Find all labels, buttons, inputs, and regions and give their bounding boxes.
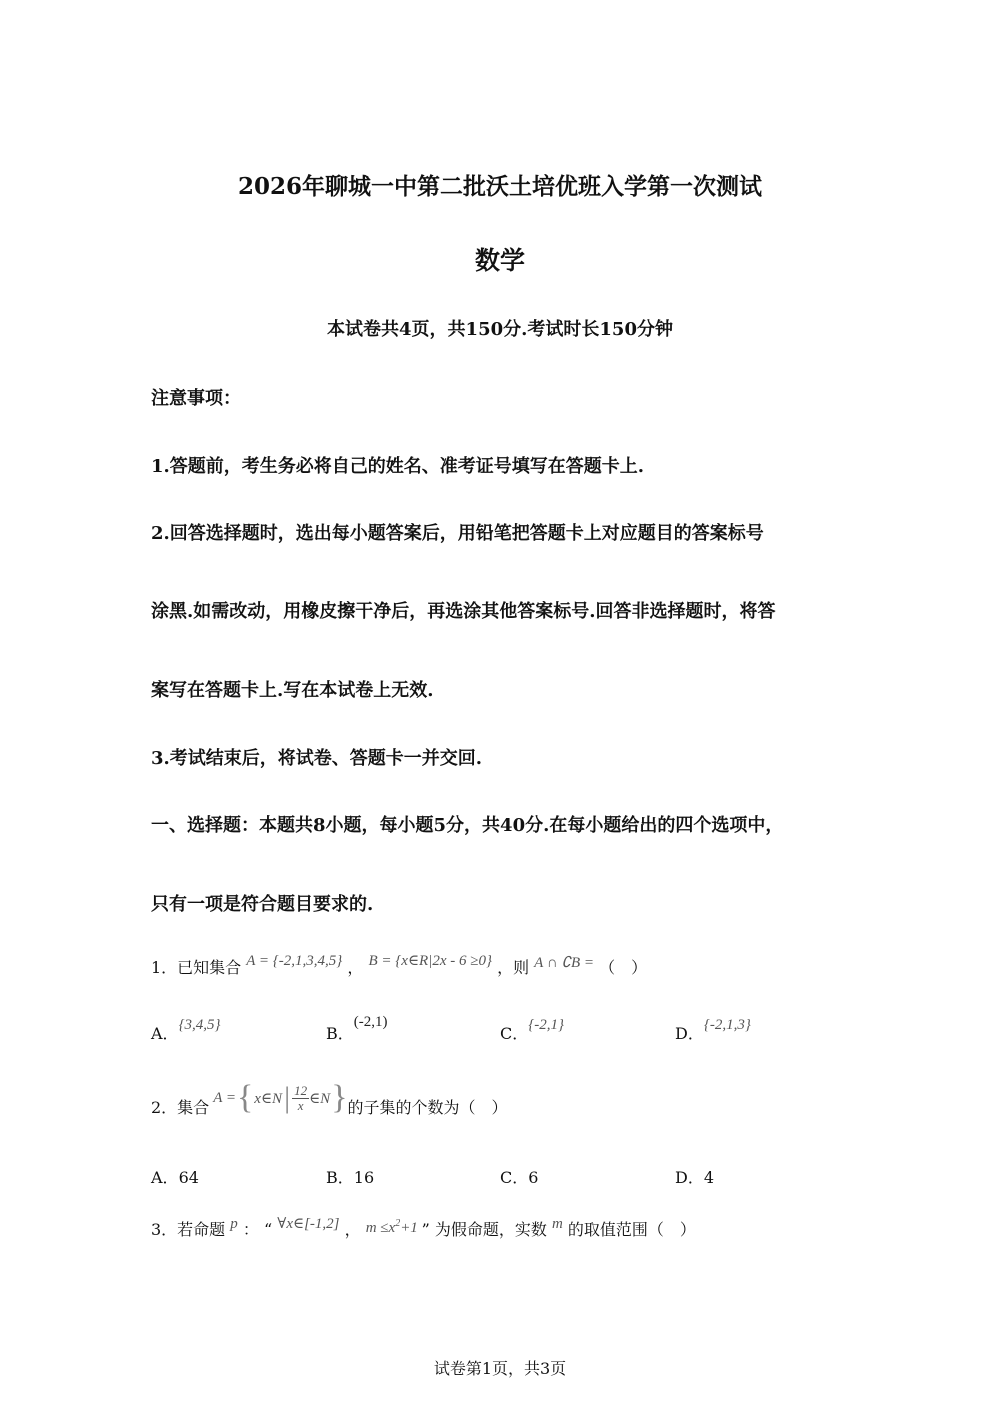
question-2 [151,1073,508,1123]
left-brace-icon: { [236,1079,254,1116]
right-brace-icon: } [331,1079,348,1116]
question-3-suffix-2: 的取值范围（ ） [567,1220,696,1239]
question-2-set-cond: x∈N [254,1090,283,1107]
question-1-sep: ， [347,958,364,977]
q2-option-c-value: 6 [528,1168,539,1187]
q1-option-b [326,1014,388,1044]
question-3-condition [366,1220,422,1236]
question-3-p: p [230,1216,238,1232]
fraction-numerator: 12 [294,1082,308,1098]
question-1-expr: A ∩ ∁B = [534,955,594,971]
question-1-paren: （ ） [599,958,648,977]
question-3 [151,1217,696,1240]
notice-item-3: 3.考试结束后，将试卷、答题卡一并交回. [151,748,483,769]
question-2-set-tail: ∈N [309,1090,331,1107]
q2-option-b [326,1165,374,1188]
q1-option-d [675,1017,751,1044]
q2-option-b-label: B． [326,1168,354,1187]
q2-option-d-value: 4 [703,1168,715,1187]
q1-option-a-label: A． [151,1024,179,1043]
notice-item-1: 1.答题前，考生务必将自己的姓名、准考证号填写在答题卡上. [151,456,645,477]
q2-option-a-label: A． [151,1168,179,1187]
q2-option-d [675,1165,714,1188]
divider-bar-icon: | [284,1081,291,1114]
question-3-suffix: 为假命题，实数 [434,1220,547,1239]
exam-title: 2026年聊城一中第二批沃土培优班入学第一次测试 [237,173,762,200]
q2-option-c [500,1165,538,1188]
question-3-cond: m ≤x [365,1220,396,1236]
question-3-colon: ： [242,1220,259,1239]
question-3-sup: 2 [395,1218,401,1229]
q2-option-d-label: D． [675,1168,704,1187]
notice-item-2-line-1: 2.回答选择题时，选出每小题答案后，用铅笔把答题卡上对应题目的答案标号 [151,523,764,544]
q2-option-a-value: 64 [178,1168,199,1187]
question-3-cond-tail: +1 [400,1220,418,1236]
question-2-suffix: 的子集的个数为（ ） [347,1097,508,1117]
q1-option-b-value: (-2,1) [353,1014,388,1030]
question-3-m: m [551,1216,563,1232]
q1-option-c-label: C． [500,1024,529,1043]
question-1-set-b: B = {x∈R|2x - 6 ≥0} [368,953,492,969]
question-2-prefix: 2．集合 [151,1097,210,1117]
question-2-fraction [292,1084,309,1113]
q1-option-d-label: D． [675,1024,704,1043]
q1-option-d-value: {-2,1,3} [703,1017,751,1033]
question-3-comma: ， [344,1220,361,1239]
q1-option-a [151,1017,221,1044]
q1-option-a-value: {3,4,5} [178,1017,221,1033]
question-1-set-a: A = {-2,1,3,4,5} [246,953,343,969]
q1-option-c [500,1017,564,1044]
question-1-mid: ，则 [497,958,530,977]
section-1-line-1: 一、选择题：本题共8小题，每小题5分，共40分.在每小题给出的四个选项中， [151,815,784,836]
q2-option-b-value: 16 [353,1168,375,1187]
q1-option-b-label: B． [326,1024,354,1043]
question-1-prefix: 1．已知集合 [151,958,242,977]
exam-info: 本试卷共4页，共150分.考试时长150分钟 [327,319,673,340]
question-3-open-quote: “ [263,1220,273,1239]
question-2-set [213,1079,347,1117]
notice-heading: 注意事项： [151,388,241,409]
q2-option-c-label: C． [500,1168,529,1187]
page-footer: 试卷第1页，共3页 [433,1359,567,1378]
question-3-forall: ∀x∈[-1,2] [277,1216,340,1232]
question-3-prefix: 3．若命题 [151,1220,226,1239]
section-1-line-2: 只有一项是符合题目要求的. [151,894,374,915]
notice-item-2-line-3: 案写在答题卡上.写在本试卷上无效. [151,680,434,701]
q2-option-a [151,1165,199,1188]
question-3-close-quote: ” [421,1220,430,1239]
fraction-denominator: x [297,1097,304,1113]
subject-title: 数学 [474,246,525,275]
question-2-set-left: A = [213,1089,236,1106]
q1-option-c-value: {-2,1} [528,1017,564,1033]
question-1 [151,955,647,978]
notice-item-2-line-2: 涂黑.如需改动，用橡皮擦干净后，再选涂其他答案标号.回答非选择题时，将答 [151,601,776,622]
